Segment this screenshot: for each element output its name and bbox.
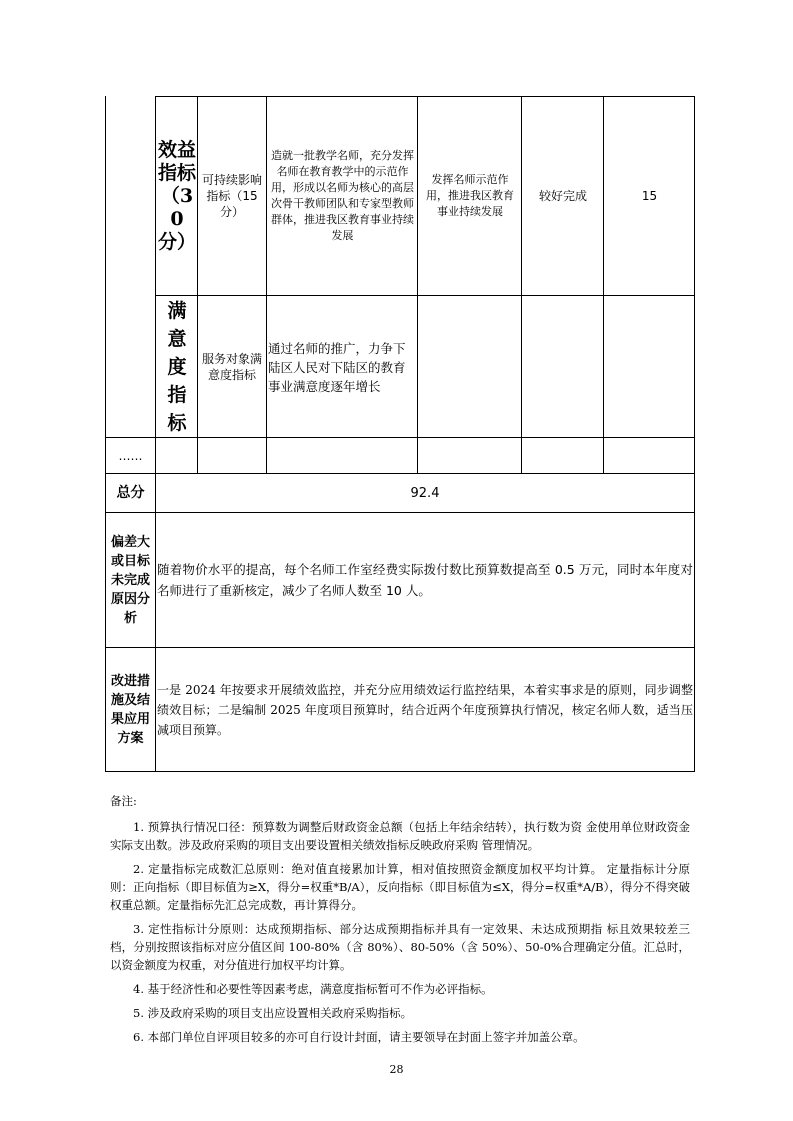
evaluation-2 — [523, 297, 603, 437]
note-item: 2. 定量指标完成数汇总原则：绝对值直接累加计算，相对值按照资金额度加权平均计算。 定量指标计分原则：正向指标（即目标值为≥X，得分=权重*B/A），反向指标（即目标值为≤X，得分=权重*A/B），得分不得突破权重总额。定量指标先汇总完成数，再计算得分。 — [110, 862, 690, 912]
actual-value-1: 发挥名师示范作用，推进我区教育事业持续发展 — [426, 173, 514, 218]
note-item: 3. 定性指标计分原则：达成预期指标、部分达成预期指标并具有一定效果、未达成预期指 标且效果较差三档，分别按照该指标对应分值区间 100-80%（含 80%）、80-50%（含 50%）、50-0%合理确定分值。汇总时，以资金额度为权重，对分值进行加权平均计算。 — [110, 922, 690, 972]
notes-title: 备注: — [110, 794, 137, 808]
total-value: 92.4 — [410, 485, 440, 501]
evaluation-1: 较好完成 — [538, 189, 587, 203]
improvement-text: 一是 2024 年按要求开展绩效监控，并充分应用绩效运行监控结果，本着实事求是的原则，同步调整绩效目标；二是编制 2025 年度项目预算时，结合近两个年度预算执行情况，核定名师人数，适当压减项目预算。 — [157, 682, 693, 737]
notes-section — [110, 792, 690, 1052]
score-2 — [605, 297, 694, 437]
note-item: 1. 预算执行情况口径：预算数为调整后财政资金总额（包括上年结余结转），执行数为资 金使用单位财政资金实际支出数。涉及政府采购的项目支出要设置相关绩效指标反映政府采购 管理情况。 — [110, 820, 690, 852]
total-label: 总分 — [116, 484, 145, 501]
ellipsis-row-label: …… — [118, 448, 143, 463]
subcategory-satisfaction: 服务对象满意度指标 — [201, 352, 262, 382]
indicator-text-1: 造就一批教学名师，充分发挥名师在教育教学中的示范作用，形成以名师为核心的高层次骨干教师团队和专家型教师群体，推进我区教育事业持续发展 — [271, 149, 414, 242]
score-1: 15 — [641, 189, 658, 203]
note-item: 5. 涉及政府采购的项目支出应设置相关政府采购指标。 — [133, 1006, 413, 1020]
page-number: 28 — [389, 1063, 404, 1076]
deviation-label: 偏差大或目标未完成原因分析 — [110, 534, 150, 626]
subcategory-sustainable: 可持续影响指标（15分） — [201, 173, 262, 219]
actual-value-2 — [419, 297, 521, 437]
note-item: 6. 本部门单位自评项目较多的亦可自行设计封面，请主要领导在封面上签字并加盖公章。 — [133, 1030, 585, 1044]
category-satisfaction: 满意度指标 — [167, 300, 187, 434]
deviation-text: 随着物价水平的提高，每个名师工作室经费实际拨付数比预算数提高至 0.5 万元，同时本年度对名师进行了重新核定，减少了名师人数至 10 人。 — [157, 562, 693, 598]
improvement-label: 改进措施及结果应用方案 — [110, 673, 150, 746]
category-benefit: 效益指标（30分） — [157, 138, 196, 253]
note-item: 4. 基于经济性和必要性等因素考虑，满意度指标暂可不作为必评指标。 — [133, 982, 493, 996]
indicator-text-2: 通过名师的推广，力争下陆区人民对下陆区的教育事业满意度逐年增长 — [268, 340, 406, 394]
